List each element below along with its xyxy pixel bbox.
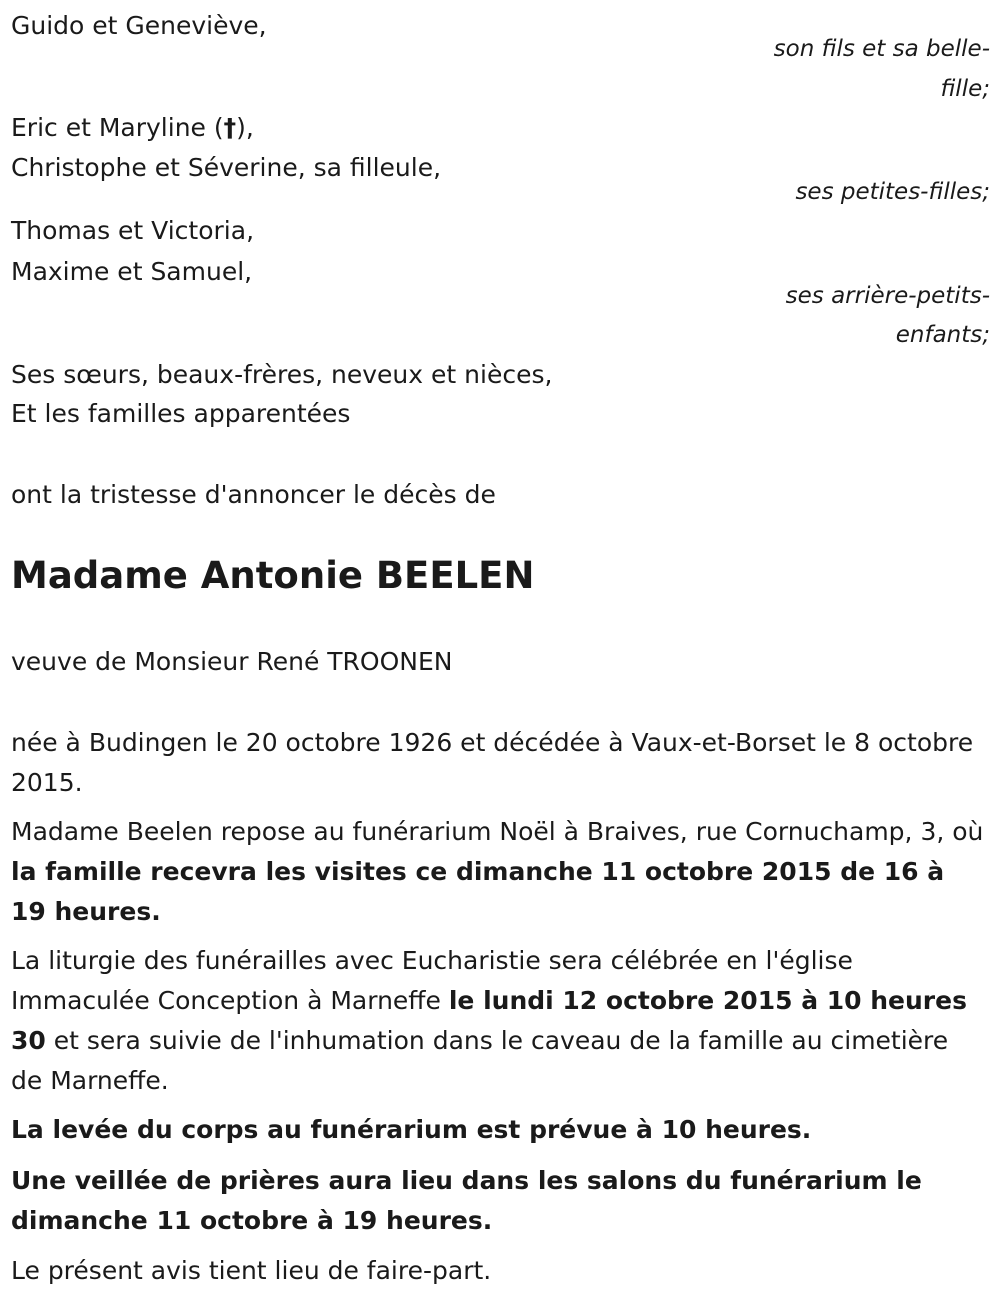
grandchild-2: Christophe et Séverine, sa filleule, — [11, 153, 442, 182]
vigil: Une veillée de prières aura lieu dans les salons du funérarium le dimanche 11 octobre à 19 heures. — [11, 1166, 922, 1235]
grandchild-1 — [11, 108, 254, 148]
visits-info: la famille recevra les visites ce dimanche 11 octobre 2015 de 16 à 19 heures. — [11, 857, 945, 926]
announcement-intro: ont la tristesse d'annoncer le décès de — [11, 480, 496, 509]
birth-death: née à Budingen le 20 octobre 1926 et décédée à Vaux-et-Borset le 8 octobre 2015. — [11, 728, 974, 797]
others-line-1: Ses sœurs, beaux-frères, neveux et nièces, — [11, 360, 553, 389]
repose-paragraph — [11, 812, 986, 932]
closing: Le présent avis tient lieu de faire-part. — [11, 1256, 492, 1285]
grandchild-1-suffix: ), — [236, 113, 254, 142]
son-relation-line-1: son fils et sa belle- — [773, 36, 990, 62]
great-grandchild-1: Thomas et Victoria, — [11, 216, 255, 245]
son-couple: Guido et Geneviève, — [11, 11, 267, 40]
liturgy-paragraph — [11, 941, 986, 1101]
cross-icon: † — [223, 113, 237, 142]
widow-of: veuve de Monsieur René TROONEN — [11, 647, 453, 676]
son-relation-line-2: fille; — [940, 76, 990, 102]
repose-text: Madame Beelen repose au funérarium Noël à Braives, rue Cornuchamp, 3, où — [11, 817, 984, 846]
liturgy-date: le lundi 12 octobre 2015 à 10 heures 30 — [11, 986, 967, 1055]
grandchildren-relation: ses petites-filles; — [795, 179, 990, 205]
great-grandchildren-relation-line-2: enfants; — [895, 322, 990, 348]
deceased-name: Madame Antonie BEELEN — [11, 554, 535, 597]
liturgy-text: La liturgie des funérailles avec Eucharistie sera célébrée en l'église Immaculée Conception à Marneffe — [11, 946, 853, 1015]
great-grandchildren-relation-line-1: ses arrière-petits- — [785, 283, 990, 309]
liturgy-tail: et sera suivie de l'inhumation dans le caveau de la famille au cimetière de Marneffe. — [11, 1026, 949, 1095]
levee-du-corps: La levée du corps au funérarium est prévue à 10 heures. — [11, 1115, 812, 1144]
others-line-2: Et les familles apparentées — [11, 399, 351, 428]
great-grandchild-2: Maxime et Samuel, — [11, 257, 253, 286]
grandchild-1-prefix: Eric et Maryline ( — [11, 113, 224, 142]
